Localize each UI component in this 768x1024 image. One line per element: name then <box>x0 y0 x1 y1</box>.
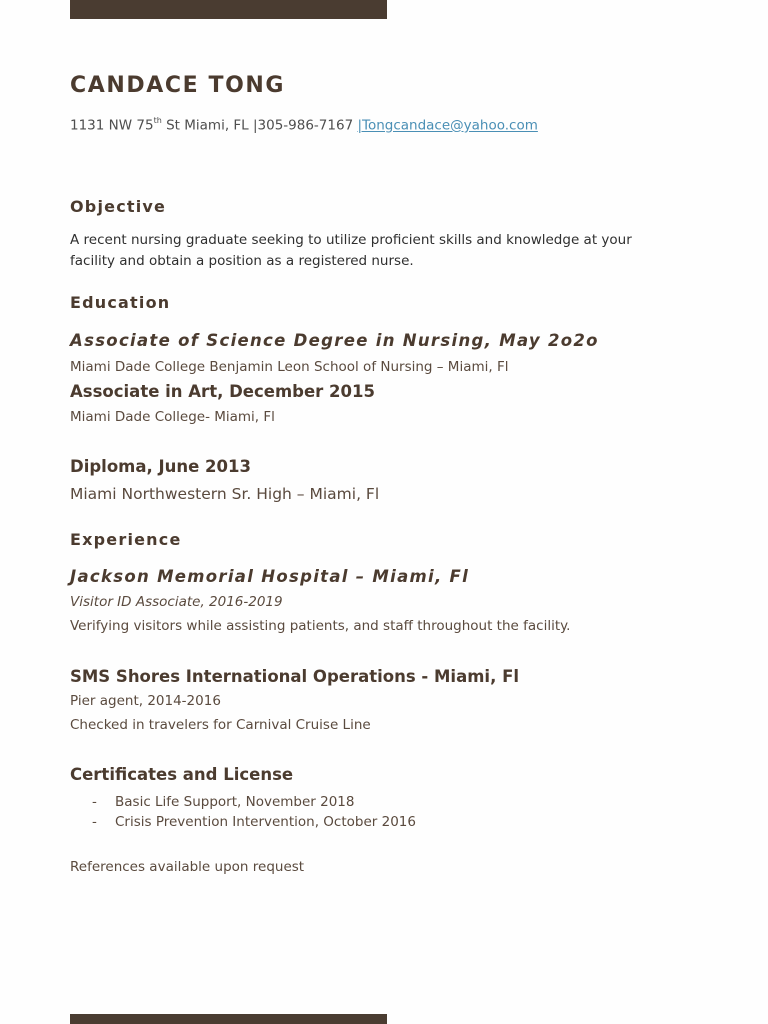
certificates-heading: Certificates and License <box>70 765 294 784</box>
bullet-dash: - <box>92 814 97 830</box>
education-school: Miami Northwestern Sr. High – Miami, Fl <box>70 485 380 503</box>
objective-text: A recent nursing graduate seeking to utilize proficient skills and knowledge at your facility and obtain a position as a registered nurse. <box>70 232 632 269</box>
bullet-dash: - <box>92 794 97 810</box>
education-degree-title: Associate in Art, December 2015 <box>70 382 375 401</box>
address-street: 1131 NW 75 <box>70 117 154 134</box>
certificate-label: Basic Life Support, November 2018 <box>115 794 355 810</box>
education-school: Miami Dade College Benjamin Leon School of Nursing – Miami, Fl <box>70 359 509 375</box>
certificate-label: Crisis Prevention Intervention, October 2016 <box>115 814 416 830</box>
education-degree-title: Associate of Science Degree in Nursing, May 2o2o <box>70 331 599 350</box>
experience-description: Verifying visitors while assisting patients, and staff throughout the facility. <box>70 618 571 634</box>
list-item <box>92 812 416 832</box>
address-ordinal-suffix: th <box>153 116 162 125</box>
education-degree-title: Diploma, June 2013 <box>70 457 251 476</box>
list-item <box>92 792 416 812</box>
experience-employer: Jackson Memorial Hospital – Miami, Fl <box>70 567 470 586</box>
education-school: Miami Dade College- Miami, Fl <box>70 409 275 425</box>
bottom-decorative-bar <box>70 1014 387 1024</box>
education-heading: Education <box>70 293 171 312</box>
top-decorative-bar <box>70 0 387 19</box>
email-link[interactable]: |Tongcandace@yahoo.com <box>357 117 538 134</box>
experience-employer: SMS Shores International Operations - Miami, Fl <box>70 667 520 686</box>
objective-heading: Objective <box>70 197 167 216</box>
certificates-list <box>92 792 416 832</box>
candidate-name: CANDACE TONG <box>70 73 286 98</box>
address-city-phone: St Miami, FL |305-986-7167 <box>161 117 358 134</box>
experience-description: Checked in travelers for Carnival Cruise Line <box>70 717 371 733</box>
references-note: References available upon request <box>70 859 305 875</box>
experience-role: Visitor ID Associate, 2016-2019 <box>70 594 283 610</box>
contact-line <box>70 117 538 134</box>
experience-heading: Experience <box>70 530 182 549</box>
experience-role: Pier agent, 2014-2016 <box>70 693 221 709</box>
